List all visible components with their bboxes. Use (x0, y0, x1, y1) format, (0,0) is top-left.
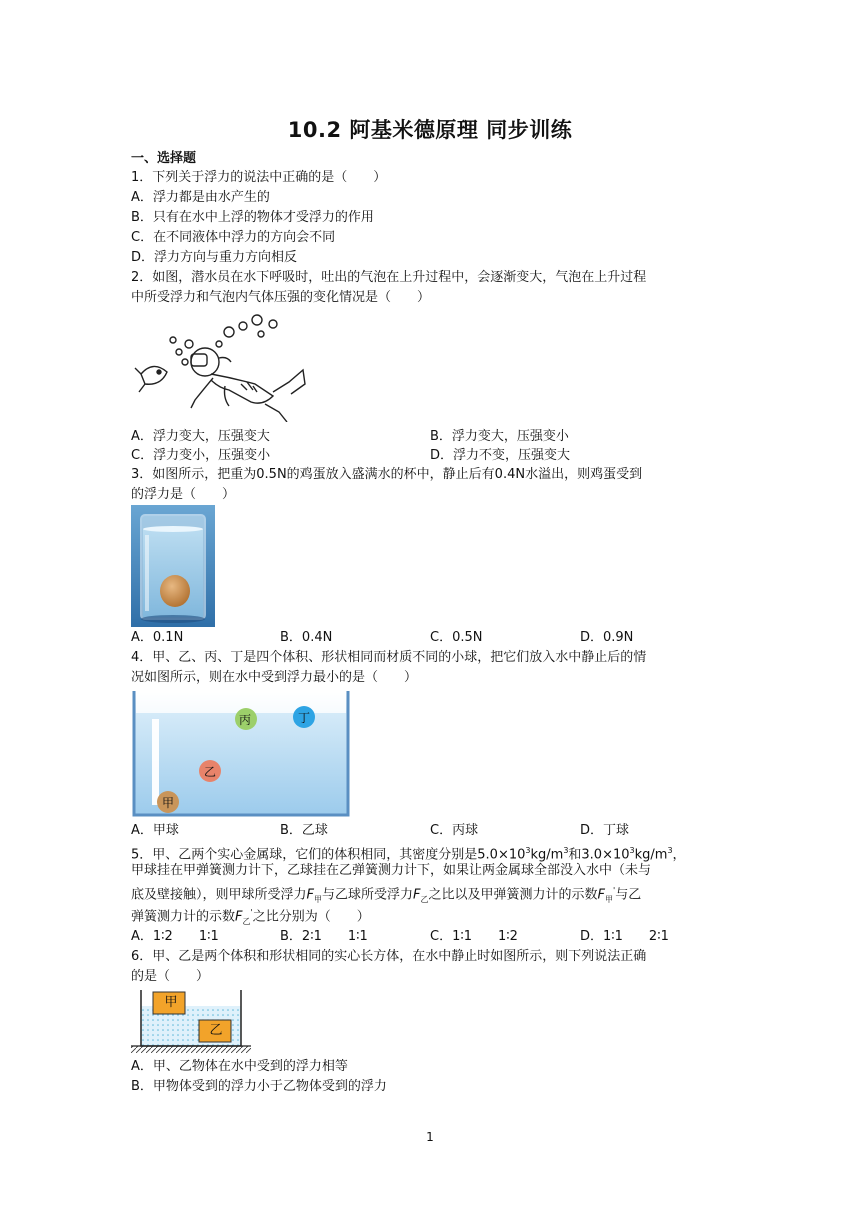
q2-option-c: C．浮力变小，压强变小 (131, 448, 271, 463)
q6-stem-line1: 6．甲、乙是两个体积和形状相同的实心长方体，在水中静止时如图所示，则下列说法正确 (131, 949, 647, 964)
ball-yi-label: 乙 (203, 765, 216, 779)
q6-option-b: B．甲物体受到的浮力小于乙物体受到的浮力 (131, 1079, 387, 1094)
q2-stem-line2: 中所受浮力和气泡内气体压强的变化情况是（ ） (131, 290, 431, 305)
q3-option-c: C．0.5N (430, 630, 483, 645)
q4-option-c: C．丙球 (430, 823, 479, 838)
q1-option-d: D．浮力方向与重力方向相反 (131, 250, 298, 265)
q5-option-d: D．1∶1 2∶1 (580, 929, 669, 944)
egg-cup-photo (131, 505, 215, 627)
q1-option-a: A．浮力都是由水产生的 (131, 190, 270, 205)
q4-stem-line1: 4．甲、乙、丙、丁是四个体积、形状相同而材质不同的小球，把它们放入水中静止后的情 (131, 650, 647, 665)
q3-stem-line2: 的浮力是（ ） (131, 487, 236, 502)
q4-option-d: D．丁球 (580, 823, 630, 838)
ball-jia-label: 甲 (161, 796, 174, 810)
two-blocks-tank-figure (131, 988, 251, 1056)
q6-option-a: A．甲、乙物体在水中受到的浮力相等 (131, 1059, 348, 1074)
ball-bing-label: 丙 (238, 713, 251, 727)
q5-stem-line4: 弹簧测力计的示数$F_乙'$之比分别为（ ） (131, 908, 370, 926)
q5-option-c: C．1∶1 1∶2 (430, 929, 518, 944)
ball-ding-label: 丁 (297, 711, 310, 725)
q5-stem-line1: 5．甲、乙两个实心金属球，它们的体积相同，其密度分别是$5.0\times 10^3kg/m^3$和$3.0\times 10^3kg/m^3$， (131, 846, 686, 863)
page-title: 10.2 阿基米德原理 同步训练 (287, 118, 573, 142)
section-heading: 一、选择题 (131, 151, 197, 166)
q2-stem-line1: 2．如图，潜水员在水下呼吸时，吐出的气泡在上升过程中，会逐渐变大，气泡在上升过程 (131, 270, 647, 285)
q5-stem-line2: 甲球挂在甲弹簧测力计下，乙球挂在乙弹簧测力计下，如果让两金属球全部没入水中（未与 (131, 863, 652, 878)
q3-stem-line1: 3．如图所示，把重为0.5N的鸡蛋放入盛满水的杯中，静止后有0.4N水溢出，则鸡蛋受到 (131, 467, 643, 482)
q2-option-a: A．浮力变大，压强变大 (131, 429, 270, 444)
q3-option-b: B．0.4N (280, 630, 333, 645)
q2-option-b: B．浮力变大，压强变小 (430, 429, 569, 444)
q1-stem: 1．下列关于浮力的说法中正确的是（ ） (131, 170, 387, 185)
block-yi-label: 乙 (209, 1023, 223, 1038)
q5-option-a: A．1∶2 1∶1 (131, 929, 219, 944)
q1-option-c: C．在不同液体中浮力的方向会不同 (131, 230, 336, 245)
q6-stem-line2: 的是（ ） (131, 969, 210, 984)
q1-option-b: B．只有在水中上浮的物体才受浮力的作用 (131, 210, 374, 225)
q3-option-d: D．0.9N (580, 630, 634, 645)
q5-stem-line3: 底及壁接触），则甲球所受浮力$F_甲$与乙球所受浮力$F_乙$之比以及甲弹簧测力计的示数$F_甲'$与乙 (131, 886, 642, 904)
diver-figure (133, 310, 313, 422)
block-jia-label: 甲 (164, 995, 178, 1010)
q4-option-a: A．甲球 (131, 823, 179, 838)
q5-option-b: B．2∶1 1∶1 (280, 929, 368, 944)
q2-option-d: D．浮力不变，压强变大 (430, 448, 571, 463)
q3-option-a: A．0.1N (131, 630, 184, 645)
page-number: 1 (426, 1130, 434, 1144)
q4-stem-line2: 况如图所示，则在水中受到浮力最小的是（ ） (131, 670, 418, 685)
q4-option-b: B．乙球 (280, 823, 328, 838)
